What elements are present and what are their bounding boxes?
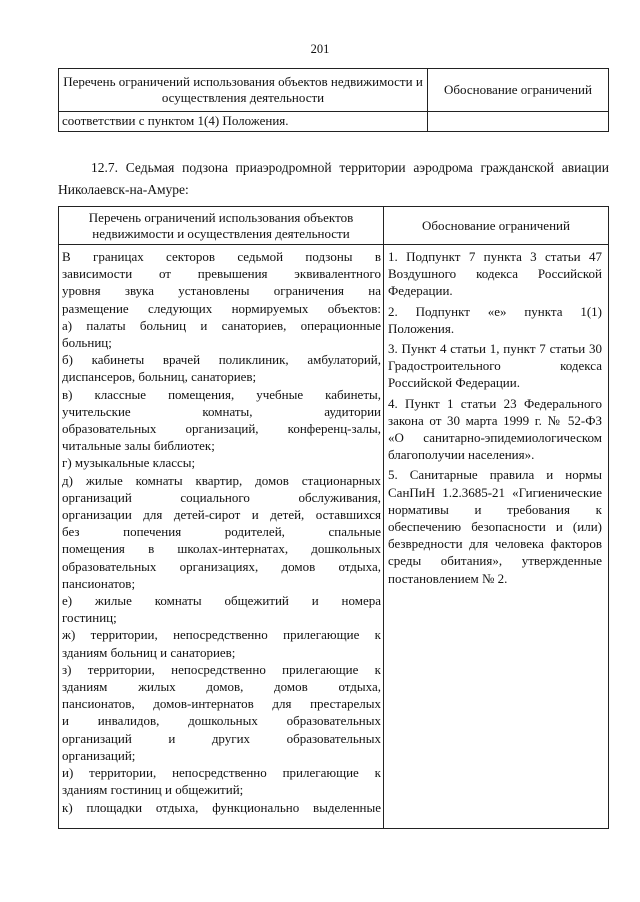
restriction-line: без попечения родителей, спальные bbox=[62, 524, 381, 540]
restriction-line: размещение следующих нормируемых объектов: bbox=[62, 300, 381, 316]
restriction-line: зданиям гостиниц и общежитий; bbox=[62, 782, 244, 798]
restriction-line: уровня звука установлены ограничения на bbox=[62, 283, 381, 299]
continued-table-header-row bbox=[59, 69, 609, 112]
restriction-line: образовательных организациях, домов отдыха, bbox=[62, 558, 381, 574]
justification-item: 2. Подпункт «е» пункта 1(1) Положения. bbox=[388, 303, 602, 336]
restriction-line: организаций; bbox=[62, 747, 136, 763]
justification-item: 1. Подпункт 7 пункта 3 статьи 47 Воздушного кодекса Российской Федерации. bbox=[388, 249, 602, 299]
restriction-line: в) классные помещения, учебные кабинеты, bbox=[62, 386, 381, 402]
restrictions-table-body-row bbox=[59, 245, 609, 829]
justification-cell bbox=[384, 245, 609, 829]
restriction-line: а) палаты больниц и санаториев, операционные bbox=[62, 317, 381, 333]
justification-item: 4. Пункт 1 статьи 23 Федерального закона от 30 марта 1999 г. № 52-ФЗ «О санитарно-эпидемиологическом благополучии населения». bbox=[388, 395, 602, 463]
justification-item: 3. Пункт 4 статьи 1, пункт 7 статьи 30 Градостроительного кодекса Российской Федерации. bbox=[388, 341, 602, 391]
restriction-line: организаций и других образовательных bbox=[62, 730, 381, 746]
restriction-line: к) площадки отдыха, функционально выделенные bbox=[62, 799, 381, 815]
justification-list bbox=[388, 248, 602, 587]
restriction-line: д) жилые комнаты квартир, домов стационарных bbox=[62, 472, 381, 488]
restriction-line: больниц; bbox=[62, 335, 112, 351]
restriction-line: организаций социального обслуживания, bbox=[62, 489, 381, 505]
restriction-line: В границах секторов седьмой подзоны в bbox=[62, 249, 381, 264]
continued-table-row-text: соответствии с пунктом 1(4) Положения. bbox=[59, 112, 428, 132]
restrictions-list-cell bbox=[59, 245, 384, 829]
restriction-line: зданиям жилых домов, домов отдыха, bbox=[62, 679, 381, 695]
continued-table-col1-header: Перечень ограничений использования объектов недвижимости и осуществления деятельности bbox=[59, 69, 428, 112]
restriction-line: диспансеров, больниц, санаториев; bbox=[62, 369, 257, 385]
restriction-line: организации для детей-сирот и детей, оставшихся bbox=[62, 507, 381, 523]
restrictions-col1-header: Перечень ограничений использования объектов недвижимости и осуществления деятельности bbox=[59, 207, 384, 245]
restriction-line: помещения в школах-интернатах, дошкольных bbox=[62, 541, 381, 557]
restriction-line: з) территории, непосредственно прилегающие к bbox=[62, 661, 381, 677]
restriction-line: пансионатов; bbox=[62, 575, 136, 591]
restriction-line: г) музыкальные классы; bbox=[62, 455, 196, 471]
restriction-line: образовательных организаций, конференц-залы, bbox=[62, 421, 381, 437]
restrictions-list bbox=[62, 248, 381, 816]
restriction-line: зависимости от превышения эквивалентного bbox=[62, 266, 381, 282]
restriction-line: б) кабинеты врачей поликлиник, амбулаторий, bbox=[62, 352, 381, 368]
restriction-line: зданиям больниц и санаториев; bbox=[62, 644, 236, 660]
section-heading: 12.7. Седьмая подзона приаэродромной территории аэродрома гражданской авиации Николаевск-на-Амуре: bbox=[58, 160, 609, 197]
restrictions-table-header-row bbox=[59, 207, 609, 245]
page-number: 201 bbox=[310, 42, 330, 56]
restriction-line: ж) территории, непосредственно прилегающие к bbox=[62, 627, 381, 643]
restriction-line: е) жилые комнаты общежитий и номера bbox=[62, 593, 381, 609]
continued-table bbox=[58, 68, 609, 132]
restriction-line: учительские комнаты, аудитории bbox=[62, 403, 381, 419]
restrictions-table bbox=[58, 206, 609, 829]
continued-table-col2-header: Обоснование ограничений bbox=[428, 69, 609, 112]
restriction-line: пансионатов, домов-интернатов для престарелых bbox=[62, 696, 381, 712]
continued-table-row-col2 bbox=[428, 112, 609, 132]
continued-table-row bbox=[59, 112, 609, 132]
restriction-line: и инвалидов, дошкольных образовательных bbox=[62, 713, 381, 729]
restriction-line: гостиниц; bbox=[62, 610, 117, 626]
restriction-line: читальные залы библиотек; bbox=[62, 438, 215, 454]
justification-item: 5. Санитарные правила и нормы СанПиН 1.2.3685-21 «Гигиенические нормативы и требования к обеспечению безопасности и (или) безвредности для человека факторов среды обитания», утвержденные постановлением № 2. bbox=[388, 467, 602, 586]
restrictions-col2-header: Обоснование ограничений bbox=[384, 207, 609, 245]
restriction-line: и) территории, непосредственно прилегающие к bbox=[62, 765, 381, 781]
